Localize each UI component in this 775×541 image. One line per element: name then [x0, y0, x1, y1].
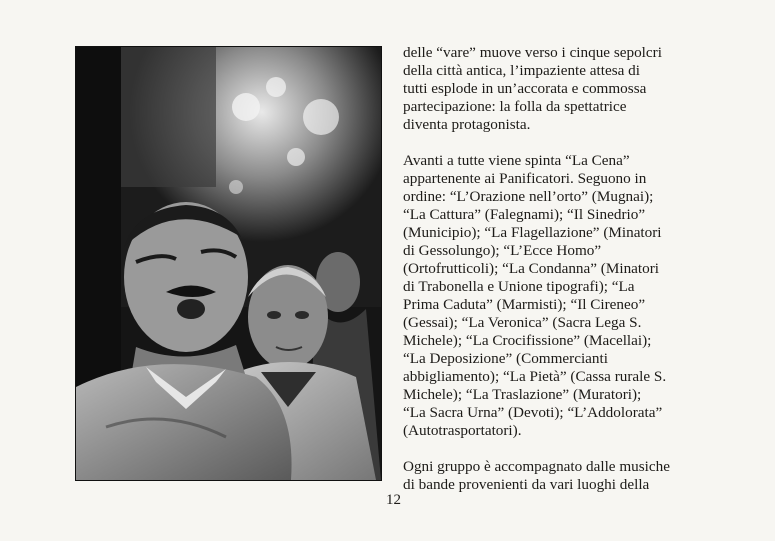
text-line: ordine: “L’Orazione nell’orto” (Mugnai); — [403, 188, 654, 205]
text-line: (Autotrasportatori). — [403, 422, 522, 439]
photo-image — [76, 47, 381, 480]
text-line: di Trabonella e Unione tipografi); “La — [403, 278, 635, 295]
text-line: della città antica, l’impaziente attesa di — [403, 62, 640, 79]
paragraph-2 — [403, 152, 733, 440]
text-line: di Gessolungo); “L’Ecce Homo” — [403, 242, 602, 259]
paragraph-1 — [403, 44, 733, 134]
text-line: Ogni gruppo è accompagnato dalle musiche — [403, 458, 670, 475]
text-line: Prima Caduta” (Marmisti); “Il Cireneo” — [403, 296, 646, 313]
text-line: (Gessai); “La Veronica” (Sacra Lega S. — [403, 314, 642, 331]
text-line: partecipazione: la folla da spettatrice — [403, 98, 627, 115]
text-line: appartenente ai Panificatori. Seguono in — [403, 170, 647, 187]
page-number: 12 — [386, 492, 401, 508]
procession-photo — [75, 46, 382, 481]
text-line: “La Cattura” (Falegnami); “Il Sinedrio” — [403, 206, 646, 223]
text-line: delle “vare” muove verso i cinque sepolcri — [403, 44, 662, 61]
text-line: diventa protagonista. — [403, 116, 531, 133]
text-line: abbigliamento); “La Pietà” (Cassa rurale S. — [403, 368, 667, 385]
text-line: (Ortofrutticoli); “La Condanna” (Minatori — [403, 260, 659, 277]
text-line: di bande provenienti da vari luoghi della — [403, 476, 650, 493]
text-line: Avanti a tutte viene spinta “La Cena” — [403, 152, 630, 169]
text-line: “La Sacra Urna” (Devoti); “L’Addolorata” — [403, 404, 663, 421]
text-line: “La Deposizione” (Commercianti — [403, 350, 608, 367]
text-line: (Municipio); “La Flagellazione” (Minatori — [403, 224, 662, 241]
text-line: tutti esplode in un’accorata e commossa — [403, 80, 647, 97]
text-line: Michele); “La Traslazione” (Muratori); — [403, 386, 642, 403]
paragraph-3 — [403, 458, 733, 494]
text-line: Michele); “La Crocifissione” (Macellai); — [403, 332, 652, 349]
body-text — [403, 44, 733, 512]
